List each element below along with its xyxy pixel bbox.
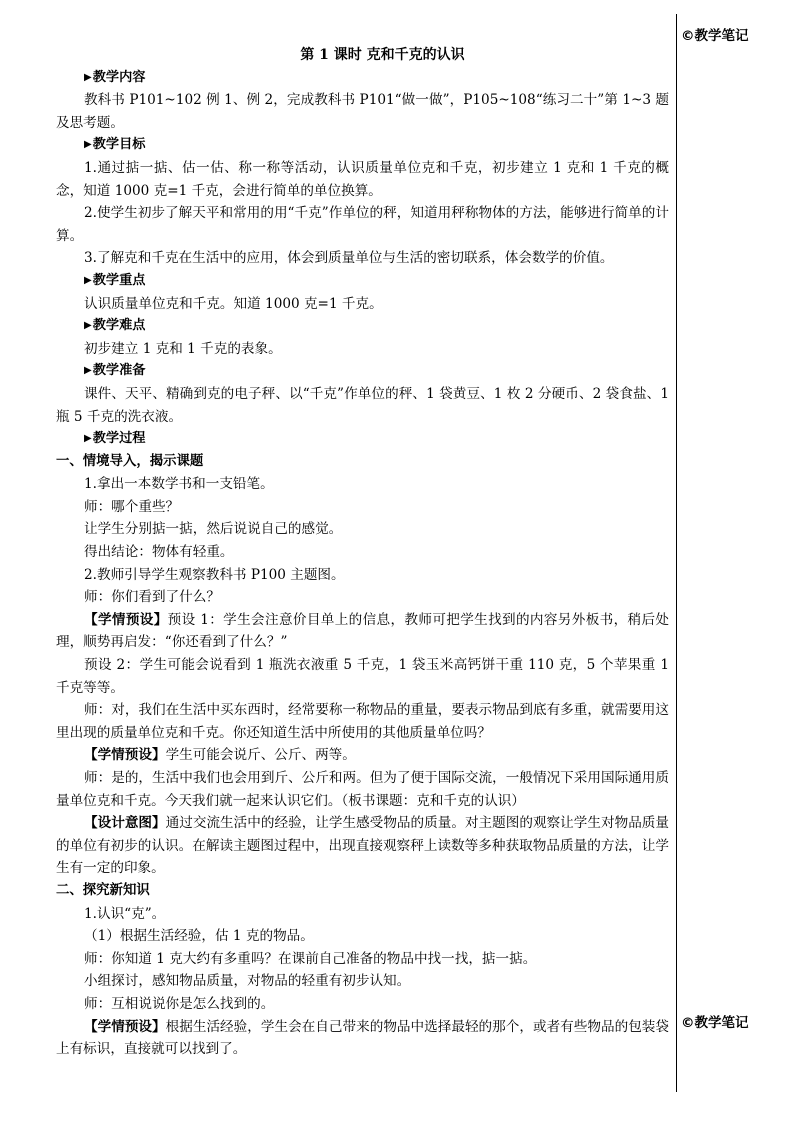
inline-label: 【设计意图】	[84, 815, 166, 832]
triangle-bullet-icon: ▶	[84, 274, 92, 286]
paragraph: 师：你们看到了什么？	[84, 589, 220, 606]
paragraph: 让学生分别掂一掂，然后说说自己的感觉。	[84, 521, 343, 538]
paragraph: 教科书 P101~102 例 1、例 2，完成教科书 P101“做一做”，P105~108“练习二十”第 1~3 题及思考题。	[56, 92, 669, 131]
paragraph	[56, 744, 669, 767]
triangle-bullet-icon: ▶	[84, 71, 92, 83]
paragraph: 1.拿出一本数学书和一支铅笔。	[84, 476, 274, 493]
teaching-notes-label-bottom: ©教学笔记	[681, 1015, 749, 1031]
section-heading-text: 教学过程	[92, 431, 146, 447]
paragraph: 师：互相说说你是怎么找到的。	[84, 995, 275, 1012]
triangle-bullet-icon: ▶	[84, 320, 92, 332]
paragraph	[56, 812, 669, 880]
paragraph: 师：你知道 1 克大约有多重吗？在课前自己准备的物品中找一找，掂一掂。	[84, 950, 537, 967]
part-heading-intro: 一、情境导入，揭示课题	[56, 453, 204, 469]
section-heading-key-points	[56, 270, 669, 293]
margin-divider-line	[676, 14, 677, 1092]
paragraph	[56, 1016, 669, 1061]
paragraph: 2.教师引导学生观察教科书 P100 主题图。	[84, 566, 345, 583]
paragraph	[56, 609, 669, 654]
inline-label: 【学情预设】	[84, 747, 166, 764]
section-heading-goals	[56, 134, 669, 157]
inline-label: 【学情预设】	[84, 611, 168, 628]
inline-label: 【学情预设】	[84, 1018, 166, 1035]
paragraph: 认识质量单位克和千克。知道 1000 克=1 千克。	[84, 295, 383, 312]
paragraph: 3.了解克和千克在生活中的应用，体会到质量单位与生活的密切联系，体会数学的价值。	[84, 250, 614, 267]
section-heading-process	[56, 428, 669, 451]
paragraph: 预设 2：学生可能会说看到 1 瓶洗衣液重 5 千克，1 袋玉米高钙饼干重 110 克，5 个苹果重 1 千克等等。	[56, 657, 670, 696]
paragraph: 师：对，我们在生活中买东西时，经常要称一称物品的重量，要表示物品到底有多重，就需要用这里出现的质量单位克和千克。你还知道生活中所使用的其他质量单位吗？	[56, 702, 669, 741]
section-heading-text: 教学内容	[92, 69, 146, 85]
paragraph-text: 根据生活经验，学生会在自己带来的物品中选择最轻的那个，或者有些物品的包装袋上有标识，直接就可以找到了。	[56, 1018, 670, 1058]
paragraph: （1）根据生活经验，估 1 克的物品。	[84, 928, 314, 945]
part-heading-explore: 二、探究新知识	[56, 882, 150, 898]
section-heading-content	[56, 67, 669, 90]
section-heading-difficulties	[56, 315, 669, 338]
paragraph: 师：是的，生活中我们也会用到斤、公斤和两。但为了便于国际交流，一般情况下采用国际通用质量单位克和千克。今天我们就一起来认识它们。（板书课题：克和千克的认识）	[56, 770, 669, 809]
paragraph: 2.使学生初步了解天平和常用的用“千克”作单位的秤，知道用秤称物体的方法，能够进行简单的计算。	[56, 205, 669, 244]
teaching-notes-label-top: ©教学笔记	[681, 28, 749, 44]
triangle-bullet-icon: ▶	[84, 433, 92, 445]
section-heading-text: 教学难点	[92, 318, 146, 334]
paragraph: 初步建立 1 克和 1 千克的表象。	[84, 340, 282, 357]
paragraph: 小组探讨，感知物品质量，对物品的轻重有初步认知。	[84, 973, 411, 990]
paragraph-text: 通过交流生活中的经验，让学生感受物品的质量。对主题图的观察让学生对物品质量的单位有初步的认识。在解读主题图过程中，出现直接观察秤上读数等多种获取物品质量的方法，让学生有一定的印象。	[56, 815, 670, 877]
paragraph: 课件、天平、精确到克的电子秤、以“千克”作单位的秤、1 袋黄豆、1 枚 2 分硬币、2 袋食盐、1 瓶 5 千克的洗衣液。	[56, 385, 669, 425]
section-heading-preparation	[56, 360, 669, 383]
lesson-plan-body	[56, 44, 669, 1061]
paragraph: 得出结论：物体有轻重。	[84, 544, 234, 561]
triangle-bullet-icon: ▶	[84, 365, 92, 377]
paragraph: 1.通过掂一掂、估一估、称一称等活动，认识质量单位克和千克，初步建立 1 克和 1 千克的概念，知道 1000 克=1 千克，会进行简单的单位换算。	[56, 159, 669, 199]
section-heading-text: 教学重点	[92, 272, 146, 288]
section-heading-text: 教学目标	[92, 137, 146, 153]
paragraph-text: 预设 1：学生会注意价目单上的信息，教师可把学生找到的内容另外板书，稍后处理，顺势再启发：“你还看到了什么？”	[56, 611, 670, 651]
section-heading-text: 教学准备	[92, 363, 146, 379]
paragraph: 1.认识“克”。	[84, 905, 166, 922]
triangle-bullet-icon: ▶	[84, 139, 92, 151]
paragraph: 师：哪个重些？	[84, 498, 180, 515]
page-title: 第 1 课时 克和千克的认识	[300, 47, 465, 63]
paragraph-text: 学生可能会说斤、公斤、两等。	[165, 747, 356, 764]
